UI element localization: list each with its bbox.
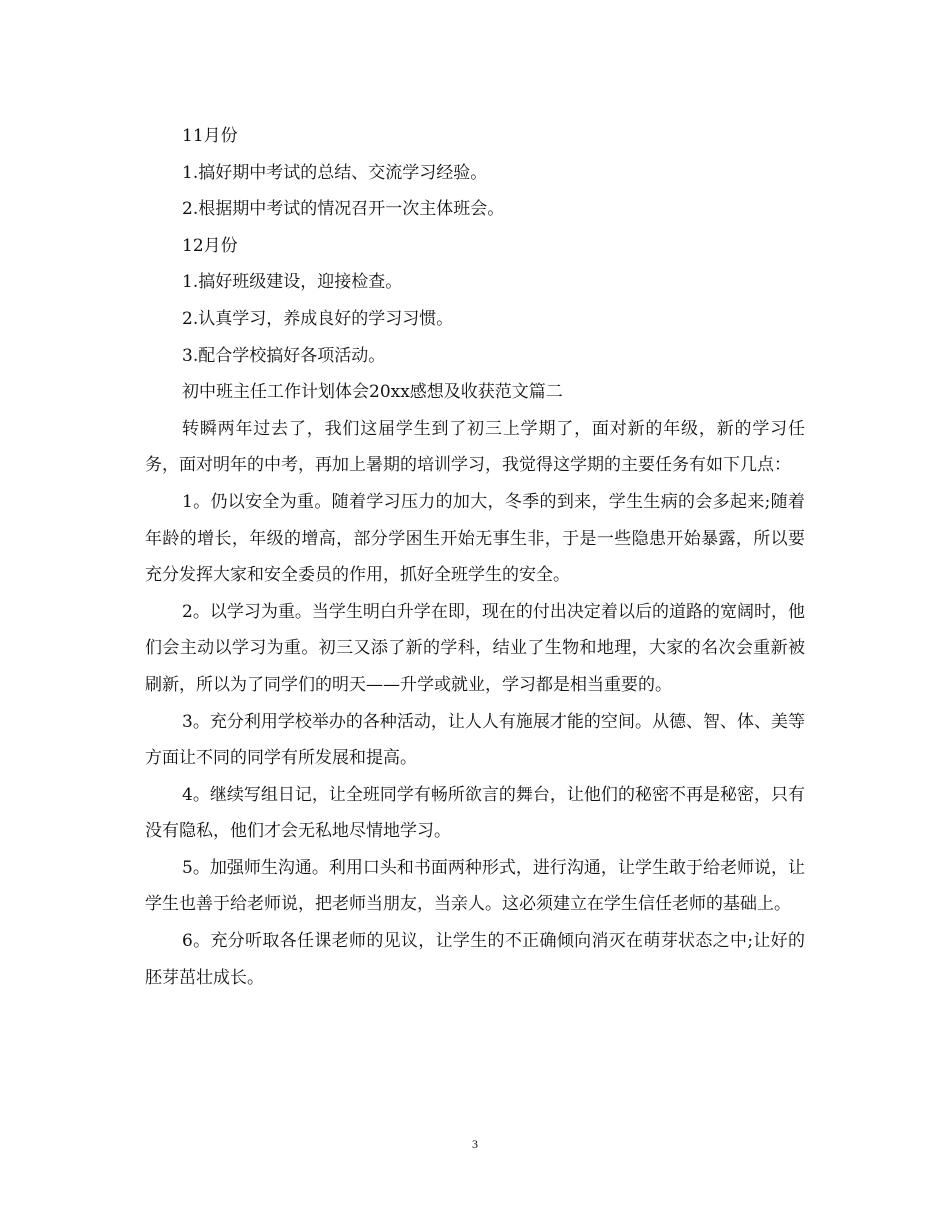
paragraph-activities: 3。充分利用学校举办的各种活动，让人人有施展才能的空间。从德、智、体、美等方面让不同的同学有所发展和提高。: [145, 711, 805, 769]
list-item: 3.配合学校搞好各项活动。: [182, 345, 386, 366]
paragraph-study: 2。以学习为重。当学生明白升学在即，现在的付出决定着以后的道路的宽阔时，他们会主动以学习为重。初三又添了新的学科，结业了生物和地理，大家的名次会重新被刷新，所以为了同学们的明天——升学或就业，学习都是相当重要的。: [145, 601, 805, 695]
list-item: 2.根据期中考试的情况召开一次主体班会。: [182, 199, 505, 220]
paragraph-diary: 4。继续写组日记，让全班同学有畅所欲言的舞台，让他们的秘密不再是秘密，只有没有隐私，他们才会无私地尽情地学习。: [145, 784, 805, 842]
list-item: 1.搞好班级建设，迎接检查。: [182, 272, 403, 293]
list-item: 1.搞好期中考试的总结、交流学习经验。: [182, 162, 488, 183]
paragraph-safety: 1。仍以安全为重。随着学习压力的加大，冬季的到来，学生生病的会多起来;随着年龄的增长，年级的增高，部分学困生开始无事生非，于是一些隐患开始暴露，所以要充分发挥大家和安全委员的作用，抓好全班学生的安全。: [145, 491, 805, 586]
list-item: 2.认真学习，养成良好的学习习惯。: [182, 308, 454, 329]
section-title: 初中班主任工作计划体会20xx感想及收获范文篇二: [182, 382, 563, 403]
month-heading-december: 12月份: [182, 235, 238, 256]
month-heading-november: 11月份: [182, 126, 238, 146]
paragraph-communication: 5。加强师生沟通。利用口头和书面两种形式，进行沟通，让学生敢于给老师说，让学生也善于给老师说，把老师当朋友，当亲人。这必须建立在学生信任老师的基础上。: [145, 857, 805, 915]
document-body: [145, 118, 805, 996]
page-number: 3: [472, 1137, 478, 1151]
paragraph-advice: 6。充分听取各任课老师的见议，让学生的不正确倾向消灭在萌芽状态之中;让好的胚芽茁壮成长。: [145, 931, 805, 988]
intro-paragraph: 转瞬两年过去了，我们这届学生到了初三上学期了，面对新的年级，新的学习任务，面对明年的中考，再加上暑期的培训学习，我觉得这学期的主要任务有如下几点：: [145, 418, 805, 476]
